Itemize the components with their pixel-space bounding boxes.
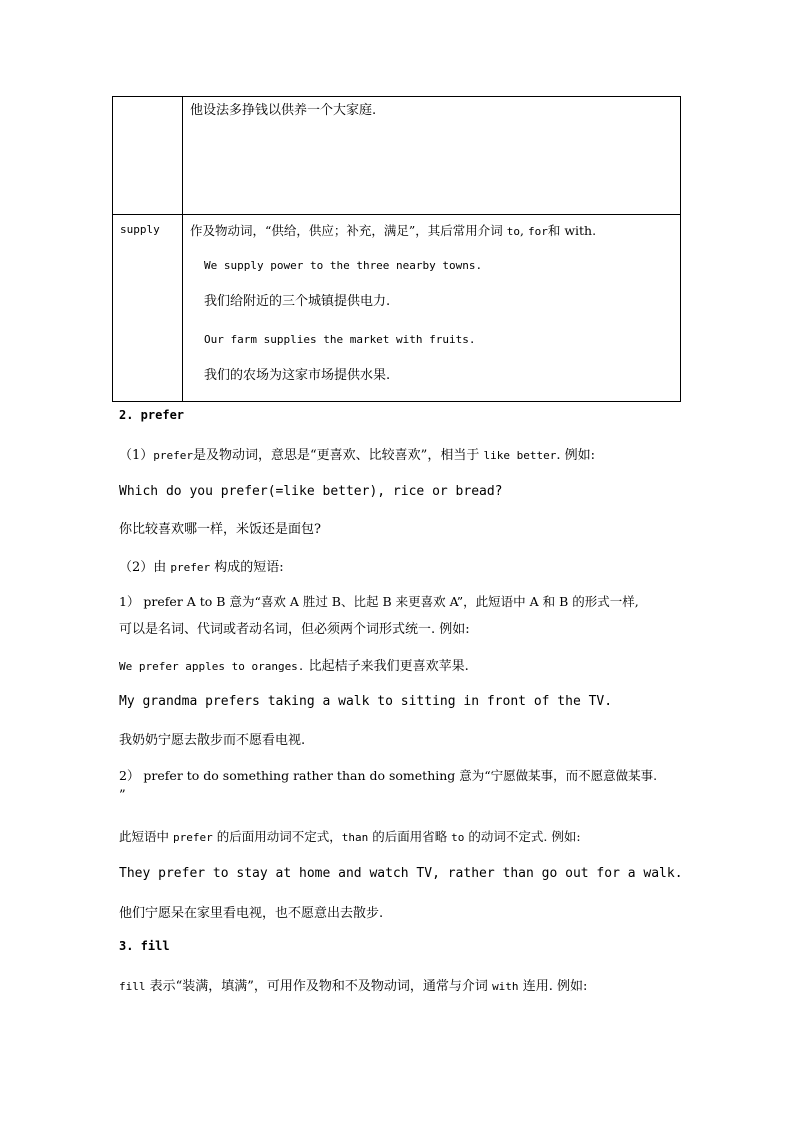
list-item: 1） prefer A to B 意为“喜欢 A 胜过 B、比起 B 来更喜欢 A”，此短语中 A 和 B 的形式一样, [119,594,639,609]
paragraph: fill 表示“装满，填满”，可用作及物和不及物动词，通常与介词 with 连用. 例如: [119,979,588,994]
explanation-cell [183,97,681,215]
example-sentence-en: Our farm supplies the market with fruits. [204,333,476,346]
word-supply: supply [120,223,160,236]
example-line: We prefer apples to oranges. 比起桔子来我们更喜欢苹果. [119,659,469,674]
example-sentence-zh: 我们给附近的三个城镇提供电力. [204,294,391,309]
word-cell [113,215,183,402]
example-sentence-zh: 他们宁愿呆在家里看电视，也不愿意出去散步. [119,906,384,921]
vocabulary-table [112,96,681,402]
table-row [113,97,681,215]
section-heading: 3. fill [119,939,170,953]
example-sentence-en: We supply power to the three nearby towns. [204,259,483,272]
explanation-cell [183,215,681,402]
paragraph: （1）prefer是及物动词，意思是“更喜欢、比较喜欢”，相当于 like better. 例如: [119,448,595,463]
list-item: 2） prefer to do something rather than do something 意为“宁愿做某事，而不愿意做某事. [119,768,658,783]
list-item-continuation: 可以是名词、代词或者动名词，但必须两个词形式统一. 例如: [119,622,470,637]
list-item-continuation: ” [119,788,126,803]
translation-text: 他设法多挣钱以供养一个大家庭. [190,103,377,118]
example-sentence-en: They prefer to stay at home and watch TV, rather than go out for a walk. [119,866,683,881]
example-sentence-en: Which do you prefer(=like better), rice or bread? [119,484,503,499]
paragraph: 此短语中 prefer 的后面用动词不定式，than 的后面用省略 to 的动词不定式. 例如: [119,829,581,844]
table-row [113,215,681,402]
example-sentence-zh: 我奶奶宁愿去散步而不愿看电视. [119,733,306,748]
section-heading: 2. prefer [119,408,185,422]
word-cell [113,97,183,215]
supply-description: 作及物动词，“供给，供应；补充，满足”，其后常用介词 to, for和 with. [190,223,597,238]
paragraph: （2）由 prefer 构成的短语: [119,560,284,575]
example-sentence-zh: 我们的农场为这家市场提供水果. [204,368,391,383]
example-sentence-en: My grandma prefers taking a walk to sitting in front of the TV. [119,694,613,709]
example-sentence-zh: 你比较喜欢哪一样，米饭还是面包? [119,522,321,537]
